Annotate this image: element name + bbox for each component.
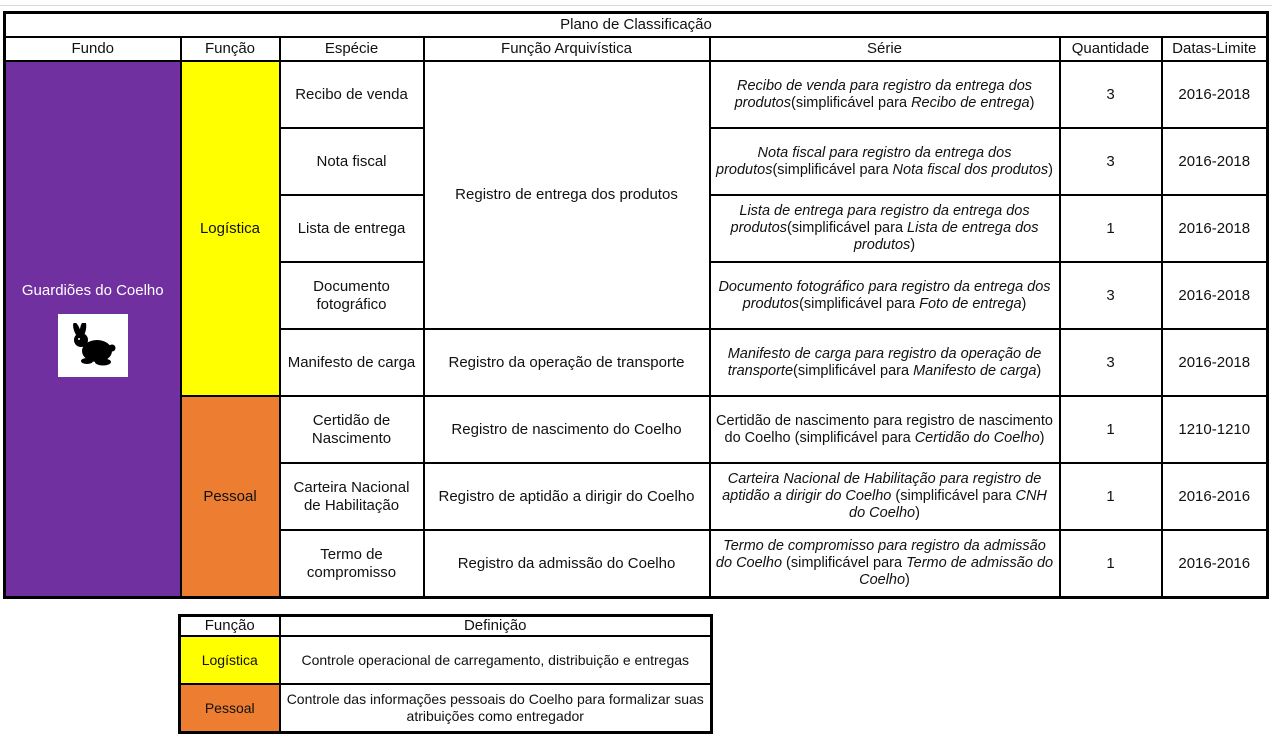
rabbit-logo: [58, 314, 128, 377]
top-divider: [0, 5, 1272, 6]
serie-note-end: ): [1029, 94, 1035, 111]
serie-note: (simplificável para: [772, 161, 893, 178]
funcao-pessoal-cell: Pessoal: [181, 396, 280, 598]
serie-note: (simplificável para: [799, 295, 920, 312]
quantidade-cell: 1: [1060, 396, 1162, 463]
header-especie: Espécie: [280, 37, 424, 61]
datas-limite-cell: 2016-2018: [1162, 61, 1268, 128]
legend-row: [180, 684, 712, 733]
header-funcao: Função: [181, 37, 280, 61]
especie-cell: Carteira Nacional de Habilitação: [280, 463, 424, 530]
legend-definicao: Controle operacional de carregamento, distribuição e entregas: [280, 636, 712, 684]
legend-row: [180, 636, 712, 684]
especie-cell: Certidão de Nascimento: [280, 396, 424, 463]
serie-note-end: ): [905, 572, 910, 588]
serie-note: (simplificável para: [782, 555, 907, 571]
funcao-arquivistica-cell: Registro da admissão do Coelho: [424, 530, 710, 598]
especie-cell: Manifesto de carga: [280, 329, 424, 396]
quantidade-cell: 1: [1060, 463, 1162, 530]
serie-short-title: Termo de admissão do Coelho: [859, 555, 1054, 588]
funcao-arquivistica-cell: Registro da operação de transporte: [424, 329, 710, 396]
header-datas-limite: Datas-Limite: [1162, 37, 1268, 61]
funcao-logistica-cell: Logística: [181, 61, 280, 396]
rabbit-icon: [67, 323, 119, 367]
serie-note-end: ): [910, 237, 916, 253]
serie-note-end: ): [915, 505, 920, 521]
serie-short-title: Foto de entrega: [919, 295, 1022, 312]
serie-note-end: ): [1021, 295, 1027, 312]
serie-cell: [710, 463, 1060, 530]
serie-title: Lista de entrega para registro da entrega dos produtos: [730, 203, 1030, 236]
header-fundo: Fundo: [5, 37, 181, 61]
datas-limite-cell: 2016-2018: [1162, 128, 1268, 195]
header-quantidade: Quantidade: [1060, 37, 1162, 61]
serie-title: Nota fiscal para registro da entrega dos produtos: [716, 144, 1012, 178]
serie-note-end: ): [1039, 429, 1045, 446]
serie-title: Recibo de venda para registro da entrega dos produtos: [734, 77, 1033, 111]
funcao-arquivistica-cell: Registro de nascimento do Coelho: [424, 396, 710, 463]
datas-limite-cell: 2016-2016: [1162, 463, 1268, 530]
funcao-arquivistica-cell: Registro de aptidão a dirigir do Coelho: [424, 463, 710, 530]
table-title: Plano de Classificação: [5, 13, 1268, 38]
quantidade-cell: 3: [1060, 262, 1162, 329]
legend-funcao-logistica: Logística: [180, 636, 280, 684]
quantidade-cell: 3: [1060, 329, 1162, 396]
fundo-cell: [5, 61, 181, 598]
datas-limite-cell: 2016-2016: [1162, 530, 1268, 598]
serie-short-title: Manifesto de carga: [913, 362, 1037, 379]
legend-header-funcao: Função: [180, 616, 280, 637]
serie-cell: [710, 396, 1060, 463]
serie-cell: [710, 195, 1060, 262]
classification-plan-table: [3, 11, 1269, 599]
legend-funcao-pessoal: Pessoal: [180, 684, 280, 733]
table-row: [5, 61, 1268, 128]
serie-short-title: Lista de entrega dos produtos: [853, 220, 1039, 253]
serie-title: Termo de compromisso para registro da admissão do Coelho: [715, 538, 1046, 571]
serie-cell: [710, 262, 1060, 329]
header-serie: Série: [710, 37, 1060, 61]
serie-title: Manifesto de carga para registro da operação de transporte: [727, 345, 1042, 379]
datas-limite-cell: 2016-2018: [1162, 195, 1268, 262]
datas-limite-cell: 2016-2018: [1162, 329, 1268, 396]
serie-note-end: ): [1048, 161, 1053, 178]
especie-cell: Nota fiscal: [280, 128, 424, 195]
table-row: [5, 396, 1268, 463]
serie-short-title: Certidão do Coelho: [914, 429, 1040, 446]
serie-short-title: CNH do Coelho: [849, 488, 1047, 521]
datas-limite-cell: 2016-2018: [1162, 262, 1268, 329]
fundo-name: Guardiões do Coelho: [21, 281, 164, 299]
especie-cell: Recibo de venda: [280, 61, 424, 128]
serie-short-title: Nota fiscal dos produtos: [892, 161, 1049, 178]
legend-definicao: Controle das informações pessoais do Coelho para formalizar suas atribuições como entregador: [280, 684, 712, 733]
quantidade-cell: 3: [1060, 128, 1162, 195]
serie-cell: [710, 61, 1060, 128]
serie-note: (simplificável para: [793, 362, 914, 379]
serie-title: Documento fotográfico para registro da entrega dos produtos: [718, 278, 1051, 312]
funcao-arquivistica-cell: Registro de entrega dos produtos: [424, 61, 710, 329]
serie-note: (simplificável para: [786, 220, 908, 236]
especie-cell: Termo de compromisso: [280, 530, 424, 598]
serie-note: (simplificável para: [791, 94, 912, 111]
quantidade-cell: 1: [1060, 530, 1162, 598]
quantidade-cell: 1: [1060, 195, 1162, 262]
serie-cell: [710, 128, 1060, 195]
header-funcao-arquivistica: Função Arquivística: [424, 37, 710, 61]
legend-header-definicao: Definição: [280, 616, 712, 637]
datas-limite-cell: 1210-1210: [1162, 396, 1268, 463]
especie-cell: Documento fotográfico: [280, 262, 424, 329]
serie-cell: [710, 530, 1060, 598]
serie-title: Certidão de nascimento para registro de nascimento do Coelho (simplificável para: [716, 412, 1053, 446]
especie-cell: Lista de entrega: [280, 195, 424, 262]
serie-title: Carteira Nacional de Habilitação para registro de aptidão a dirigir do Coelho: [722, 471, 1042, 504]
serie-cell: [710, 329, 1060, 396]
quantidade-cell: 3: [1060, 61, 1162, 128]
serie-note-end: ): [1036, 362, 1042, 379]
function-legend-table: [178, 614, 713, 734]
serie-short-title: Recibo de entrega: [911, 94, 1030, 111]
serie-note: (simplificável para: [891, 488, 1016, 504]
